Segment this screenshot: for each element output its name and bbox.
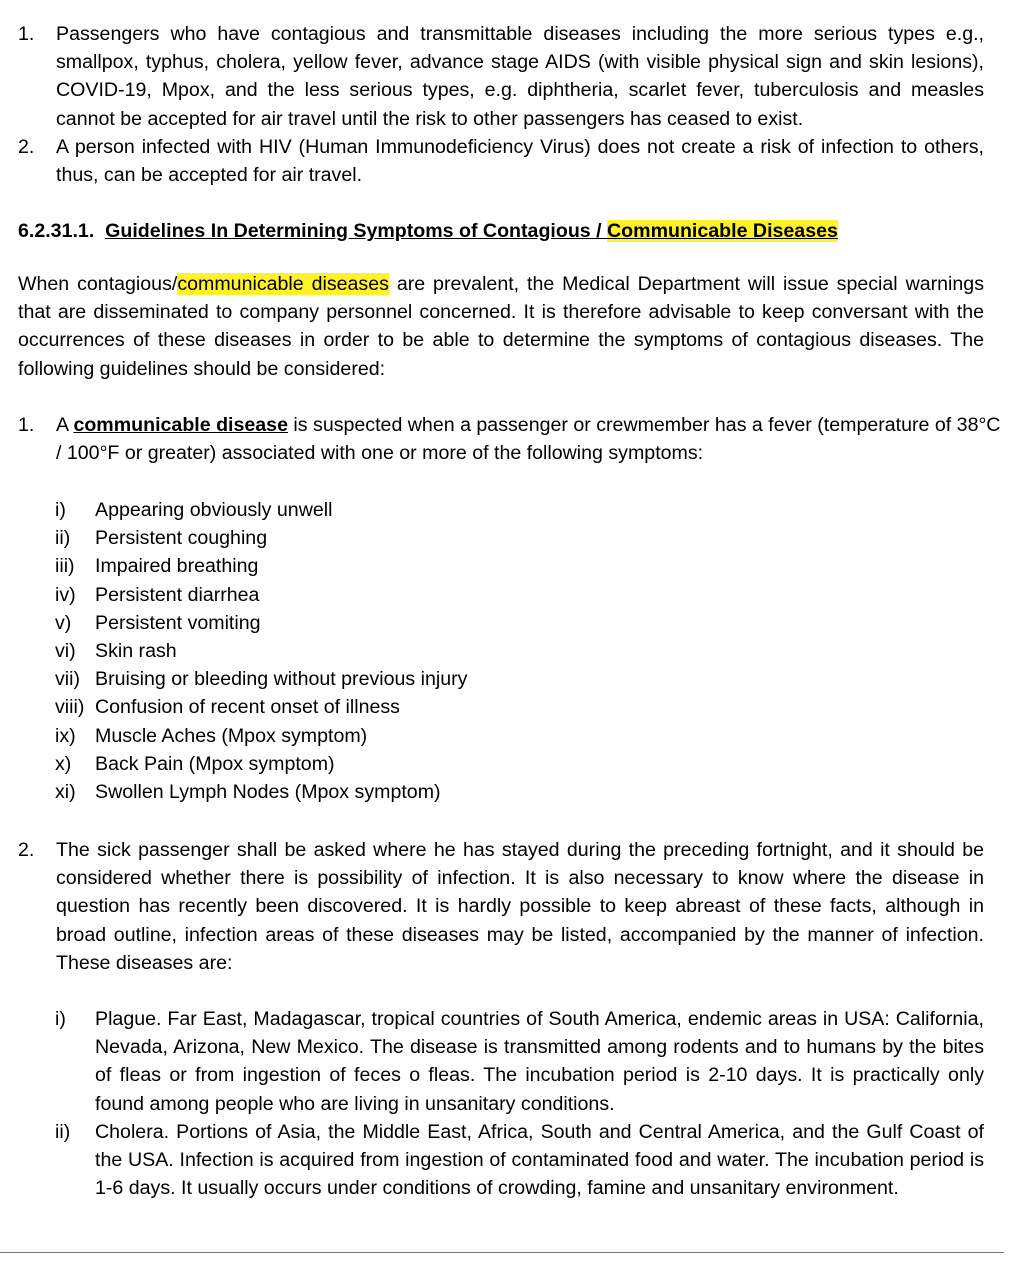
list-number: 2. xyxy=(18,839,35,861)
list-item xyxy=(55,1005,984,1118)
symptoms-list xyxy=(55,496,575,806)
term-communicable-disease: communicable disease xyxy=(73,414,288,436)
guideline-item-2 xyxy=(18,836,984,977)
section-number: 6.2.31.1. xyxy=(18,220,95,242)
list-number: ii) xyxy=(55,1120,71,1143)
intro-paragraph xyxy=(18,270,984,383)
list-text: Muscle Aches (Mpox symptom) xyxy=(95,724,368,747)
list-item xyxy=(18,20,984,133)
list-text: Swollen Lymph Nodes (Mpox symptom) xyxy=(95,781,441,804)
list-text: Plague. Far East, Madagascar, tropical countries of South America, endemic areas in USA: California, Nevada, Arizona, New Mexico. The disease is transmitted among rodents and to humans by the bites of fleas or from ingestion of feces o fleas. The incubation period is 2-10 days. It is practically only found among people who are living in unsanitary conditions. xyxy=(95,1008,984,1115)
list-item xyxy=(55,693,575,721)
list-item xyxy=(55,750,575,778)
list-item xyxy=(55,722,575,750)
list-item xyxy=(55,581,575,609)
list-text: Confusion of recent onset of illness xyxy=(95,696,400,719)
list-number: 1. xyxy=(18,23,35,45)
list-item xyxy=(55,637,575,665)
list-number: ix) xyxy=(55,724,76,747)
list-number: i) xyxy=(55,499,66,521)
list-text: Persistent vomiting xyxy=(95,611,261,634)
list-item xyxy=(55,524,575,552)
list-number: 2. xyxy=(18,135,35,158)
list-text: Skin rash xyxy=(95,640,177,663)
list-number: xi) xyxy=(55,781,76,804)
list-item xyxy=(18,133,984,189)
page-divider xyxy=(0,1252,1004,1253)
list-item xyxy=(55,778,575,806)
list-text: Impaired breathing xyxy=(95,555,259,578)
list-text: Passengers who have contagious and transmittable diseases including the more serious types e.g., smallpox, typhus, cholera, yellow fever, advance stage AIDS (with visible physical sign and skin lesions), COVID-19, Mpox, and the less serious types, e.g. diphtheria, scarlet fever, tuberculosis and measles cannot be accepted for air travel until the risk to other passengers has ceased to exist. xyxy=(56,23,984,130)
section-title-highlight: Communicable Diseases xyxy=(607,220,838,242)
list-text: Back Pain (Mpox symptom) xyxy=(95,752,335,775)
section-title-text: Guidelines In Determining Symptoms of Contagious / xyxy=(105,220,608,242)
item-text: is suspected when a passenger or crewmember has a fever (temperature of 38°C / 100°F or greater) associated with one or more of the following symptoms: xyxy=(56,414,1001,465)
section-heading xyxy=(18,217,1008,245)
intro-list xyxy=(18,20,984,189)
list-text: A person infected with HIV (Human Immunodeficiency Virus) does not create a risk of infection to others, thus, can be accepted for air travel. xyxy=(56,135,984,187)
list-text: The sick passenger shall be asked where he has stayed during the preceding fortnight, and it should be considered whether there is possibility of infection. It is also necessary to know where the disease in question has recently been discovered. It is hardly possible to keep abreast of these facts, although in broad outline, infection areas of these diseases may be listed, accompanied by the manner of infection. These diseases are: xyxy=(56,839,984,974)
list-item xyxy=(55,665,575,693)
section-title xyxy=(105,220,838,242)
list-number: 1. xyxy=(18,414,35,436)
list-number: iii) xyxy=(55,555,75,578)
list-number: viii) xyxy=(55,696,85,719)
list-text xyxy=(56,411,1008,467)
list-number: vii) xyxy=(55,668,81,691)
list-text: Appearing obviously unwell xyxy=(95,499,333,521)
list-item xyxy=(55,1118,984,1203)
list-text: Persistent coughing xyxy=(95,527,268,550)
list-item xyxy=(55,609,575,637)
list-item xyxy=(55,552,575,580)
paragraph-highlight: communicable diseases xyxy=(177,273,389,295)
list-text: Cholera. Portions of Asia, the Middle East, Africa, South and Central America, and the Gulf Coast of the USA. Infection is acquired from ingestion of contaminated food and water. The incubation period is 1-6 days. It usually occurs under conditions of crowding, famine and unsanitary environment. xyxy=(95,1120,984,1200)
list-number: v) xyxy=(55,611,72,634)
list-text: Bruising or bleeding without previous injury xyxy=(95,668,468,691)
list-text: Persistent diarrhea xyxy=(95,583,260,606)
list-number: i) xyxy=(55,1008,66,1030)
list-number: x) xyxy=(55,752,72,775)
item-prefix: A xyxy=(56,414,74,436)
diseases-list xyxy=(55,1005,984,1202)
list-number: iv) xyxy=(55,583,76,606)
list-item xyxy=(55,496,575,524)
paragraph-text: are prevalent, the Medical Department will issue special warnings that are disseminated to company personnel concerned. It is therefore advisable to keep conversant with the occurrences of these diseases in order to be able to determine the symptoms of contagious diseases. The following guidelines should be considered: xyxy=(18,273,984,380)
list-number: ii) xyxy=(55,527,71,550)
list-number: vi) xyxy=(55,640,76,663)
paragraph-text: When contagious/ xyxy=(18,273,178,295)
guideline-item-1 xyxy=(18,411,1008,467)
